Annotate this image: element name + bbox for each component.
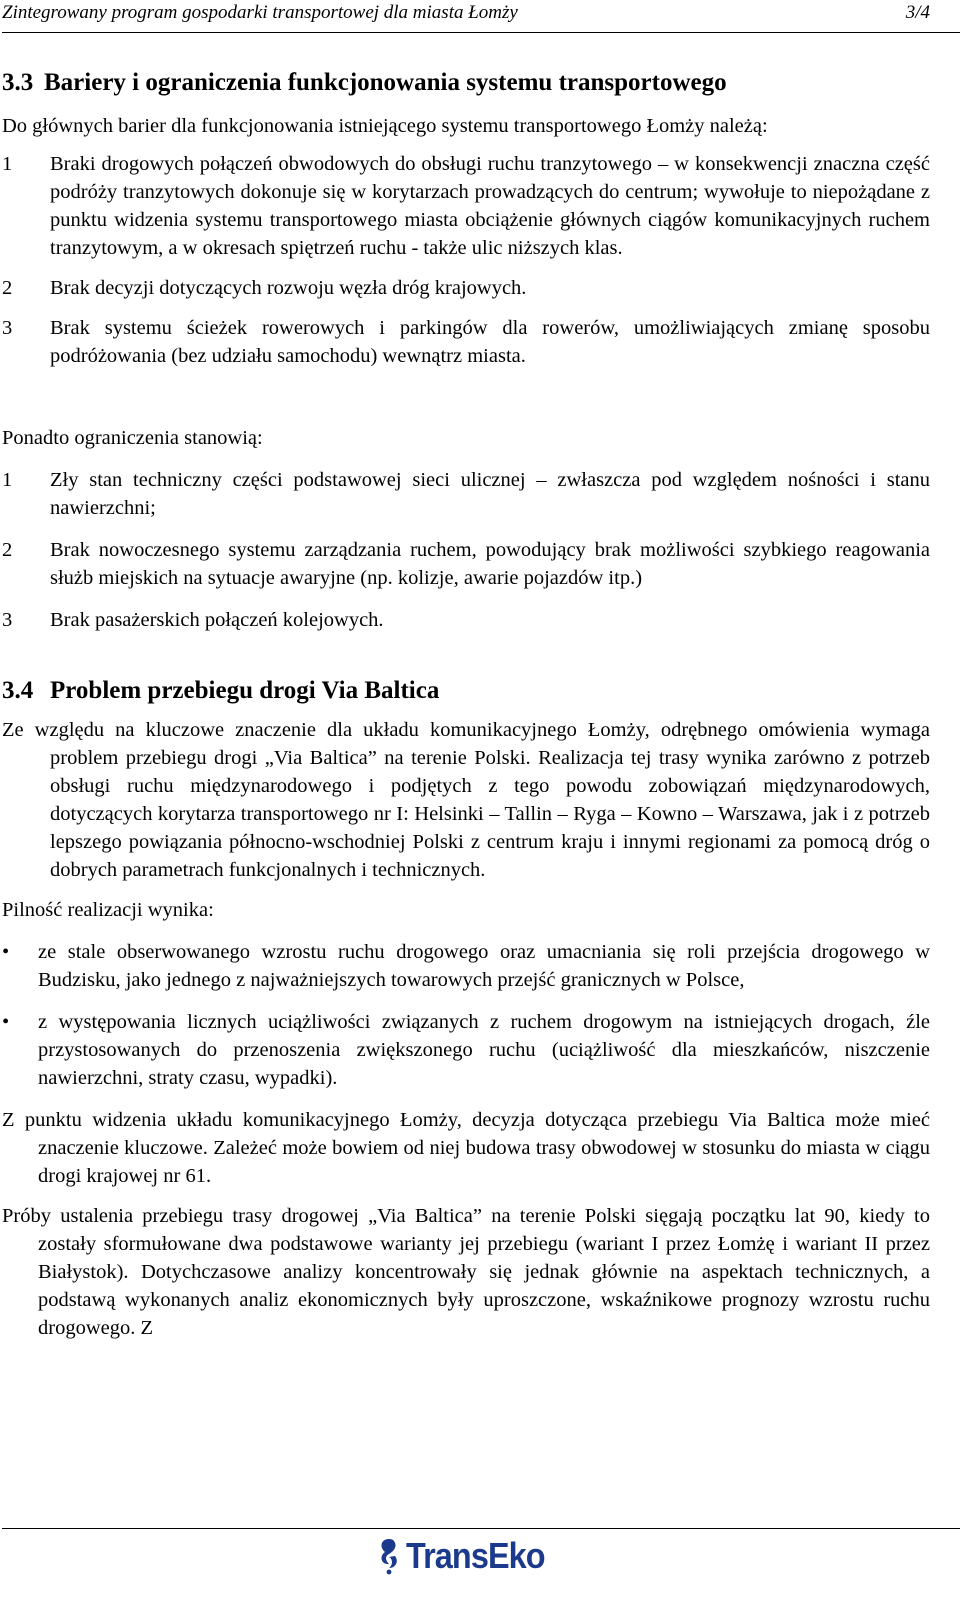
paragraph: Z punktu widzenia układu komunikacyjnego Łomży, decyzja dotycząca przebiegu Via Baltica może mieć znaczenie kluczowe. Zależeć może bowiem od niej budowa trasy obwodowej w stosunku do miasta w ciągu drogi krajowej nr 61. — [2, 1109, 930, 1187]
logo-text: TransEko — [406, 1535, 545, 1576]
list-item — [2, 536, 930, 592]
section-number: 3.4 — [2, 677, 34, 704]
bullet-item — [2, 938, 930, 994]
list-item-text: Zły stan techniczny części podstawowej sieci ulicznej – zwłaszcza pod względem nośności i stanu nawierzchni; — [50, 469, 930, 519]
list-item — [2, 314, 930, 370]
list-item — [2, 606, 930, 634]
bullet-text: ze stale obserwowanego wzrostu ruchu drogowego oraz umacniania się roli przejścia drogowego w Budzisku, jako jednego z najważniejszych towarowych przejść granicznych w Polsce, — [38, 941, 930, 991]
bullet-icon: • — [2, 1011, 10, 1033]
bullet-item — [2, 1008, 930, 1092]
section-heading-3-3 — [2, 68, 930, 98]
list-item-text: Brak pasażerskich połączeń kolejowych. — [50, 609, 384, 631]
spacer — [2, 382, 930, 424]
section-heading-3-4 — [2, 676, 930, 706]
list-item-text: Brak decyzji dotyczących rozwoju węzła dróg krajowych. — [50, 277, 527, 299]
bullet-icon: • — [2, 941, 10, 963]
list-item-number: 1 — [2, 153, 13, 175]
paragraph: Próby ustalenia przebiegu trasy drogowej „Via Baltica” na terenie Polski sięgają początku lat 90, kiedy to zostały sformułowane dwa podstawowe warianty jej przebiegu (wariant I przez Łomżę i wariant II przez Białystok). Dotychczasowe analizy koncentrowały się jednak głównie na aspektach technicznych, a podstawą wykonanych analiz ekonomicznych były uproszczone, wskaźnikowe prognozy wzrostu ruchu drogowego. Z — [2, 1205, 930, 1339]
urgency-intro: Pilność realizacji wynika: — [2, 899, 214, 921]
paragraph: Ze względu na kluczowe znaczenie dla układu komunikacyjnego Łomży, odrębnego omówienia wymaga problem przebiegu drogi „Via Baltica” na terenie Polski. Realizacja tej trasy wynika zarówno z potrzeb obsługi ruchu międzynarodowego i podjętych z tego powodu zobowiązań międzynarodowych, dotyczących korytarza transportowego nr I: Helsinki – Tallin – Ryga – Kowno – Warszawa, jak i z potrzeb lepszego powiązania północno-wschodniej Polski z centrum kraju i innymi regionami za pomocą dróg o dobrych parametrach funkcjonalnych i technicznych. — [2, 719, 930, 881]
page-number: 3/4 — [905, 2, 930, 23]
page-header — [2, 0, 960, 33]
list-item-number: 1 — [2, 469, 13, 491]
header-title: Zintegrowany program gospodarki transportowej dla miasta Łomży — [2, 2, 518, 23]
list-item-number: 3 — [2, 317, 13, 339]
transeko-logo-icon — [376, 1537, 402, 1575]
list-item-number: 3 — [2, 609, 13, 631]
list-item-text: Braki drogowych połączeń obwodowych do obsługi ruchu tranzytowego – w konsekwencji znaczna część podróży tranzytowych dokonuje się w korytarzach prowadzących do centrum; wywołuje to niepożądane z punktu widzenia systemu transportowego miasta obciążenie głównych ciągów komunikacyjnych ruchem tranzytowym, a w okresach spiętrzeń ruchu - także ulic niższych klas. — [50, 153, 930, 259]
section-number: 3.3 — [2, 69, 34, 96]
list-item-number: 2 — [2, 539, 13, 561]
transeko-logo — [376, 1535, 560, 1577]
list-item-text: Brak systemu ścieżek rowerowych i parkingów dla rowerów, umożliwiających zmianę sposobu podróżowania (bez udziału samochodu) wewnątrz miasta. — [50, 317, 930, 367]
footer-divider — [2, 1528, 960, 1529]
list-item — [2, 150, 930, 262]
limits-intro: Ponadto ograniczenia stanowią: — [2, 427, 263, 449]
section-title: Bariery i ograniczenia funkcjonowania systemu transportowego — [44, 69, 727, 96]
list-item — [2, 466, 930, 522]
page-content — [2, 68, 930, 1354]
list-item-number: 2 — [2, 277, 13, 299]
barriers-intro: Do głównych barier dla funkcjonowania istniejącego systemu transportowego Łomży należą: — [2, 115, 768, 137]
bullet-text: z występowania licznych uciążliwości związanych z ruchem drogowym na istniejących drogach, źle przystosowanych do przenoszenia zwiększonego ruchu (uciążliwość dla mieszkańców, niszczenie nawierzchni, straty czasu, wypadki). — [38, 1011, 930, 1089]
list-item — [2, 274, 930, 302]
section-title: Problem przebiegu drogi Via Baltica — [50, 677, 440, 704]
list-item-text: Brak nowoczesnego systemu zarządzania ruchem, powodujący brak możliwości szybkiego reagowania służb miejskich na sytuacje awaryjne (np. kolizje, awarie pojazdów itp.) — [50, 539, 930, 589]
